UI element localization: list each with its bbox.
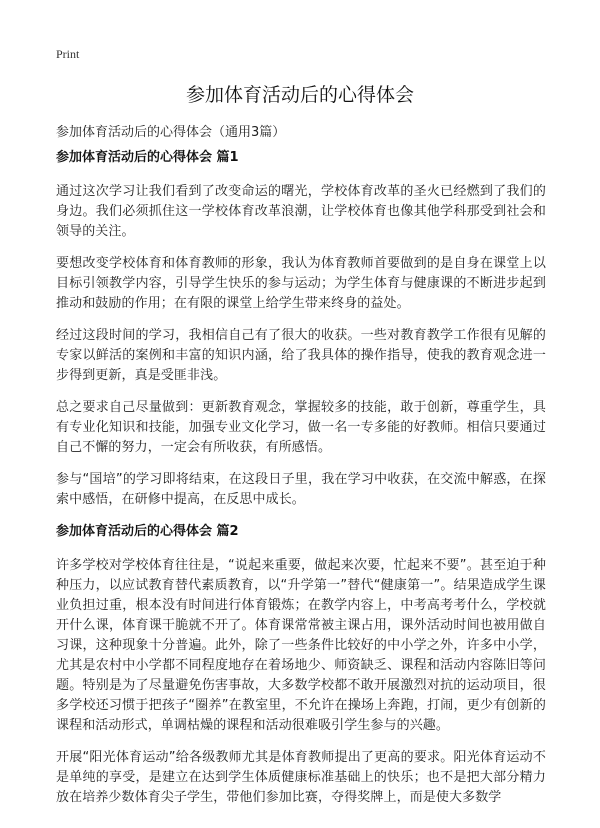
document-content	[56, 148, 546, 820]
paragraph: 参与“国培”的学习即将结束，在这段日子里，我在学习中收获，在交流中解惑，在探索中感悟，在研修中提高，在反思中成长。	[56, 472, 546, 507]
document-subtitle: 参加体育活动后的心得体会（通用3篇）	[56, 125, 286, 140]
paragraph: 通过这次学习让我们看到了改变命运的曙光，学校体育改革的圣火已经燃到了我们的身边。我们必须抓住这一学校体育改革浪潮，让学校体育也像其他学科那受到社会和领导的关注。	[56, 184, 546, 239]
section-heading: 参加体育活动后的心得体会 篇1	[56, 150, 239, 165]
paragraph: 经过这段时间的学习，我相信自己有了很大的收获。一些对教育教学工作很有见解的专家以鲜活的案例和丰富的知识内涵，给了我具体的操作指导，使我的教育观念进一步得到更新，真是受匪非浅。	[56, 328, 546, 383]
print-link[interactable]: Print	[56, 47, 80, 61]
paragraph: 许多学校对学校体育往往是，“说起来重要，做起来次要，忙起来不要”。甚至迫于种种压力，以应试教育替代素质教育，以“升学第一”替代“健康第一”。结果造成学生课业负担过重，根本没有时间进行体育锻炼；在教学内容上，中考高考考什么，学校就开什么课，体育课干脆就不开了。体育课常常被主课占用，课外活动时间也被用做自习课，这种现象十分普遍。此外，除了一些条件比较好的中小学之外，许多中小学，尤其是农村中小学都不同程度地存在着场地少、师资缺乏、课程和活动内容陈旧等问题。特别是为了尽量避免伤害事故，大多数学校都不敢开展激烈对抗的运动项目，很多学校还习惯于把孩子“圈养”在教室里，不允许在操场上奔跑，打闹，更少有创新的课程和活动形式，单调枯燥的课程和活动很难吸引学生参与的兴趣。	[56, 558, 546, 733]
paragraph: 开展“阳光体育运动”给各级教师尤其是体育教师提出了更高的要求。阳光体育运动不是单纯的享受，是建立在达到学生体质健康标准基础上的快乐；也不是把大部分精力放在培养少数体育尖子学生，带他们参加比赛，夺得奖牌上，而是使大多数学	[56, 750, 546, 805]
paragraph: 要想改变学校体育和体育教师的形象，我认为体育教师首要做到的是自身在课堂上以目标引领教学内容，引导学生快乐的参与运动；为学生体育与健康课的不断进步起到推动和鼓励的作用；在有限的课堂上给学生带来终身的益处。	[56, 256, 546, 311]
document-title: 参加体育活动后的心得体会	[185, 84, 414, 106]
section-heading: 参加体育活动后的心得体会 篇2	[56, 524, 239, 539]
section-2	[56, 522, 546, 808]
paragraph: 总之要求自己尽量做到：更新教育观念，掌握较多的技能，敢于创新，尊重学生，具有专业化知识和技能，加强专业文化学习，做一名一专多能的好教师。相信只要通过自己不懈的努力，一定会有所收获，有所感悟。	[56, 400, 546, 455]
section-1	[56, 148, 546, 510]
